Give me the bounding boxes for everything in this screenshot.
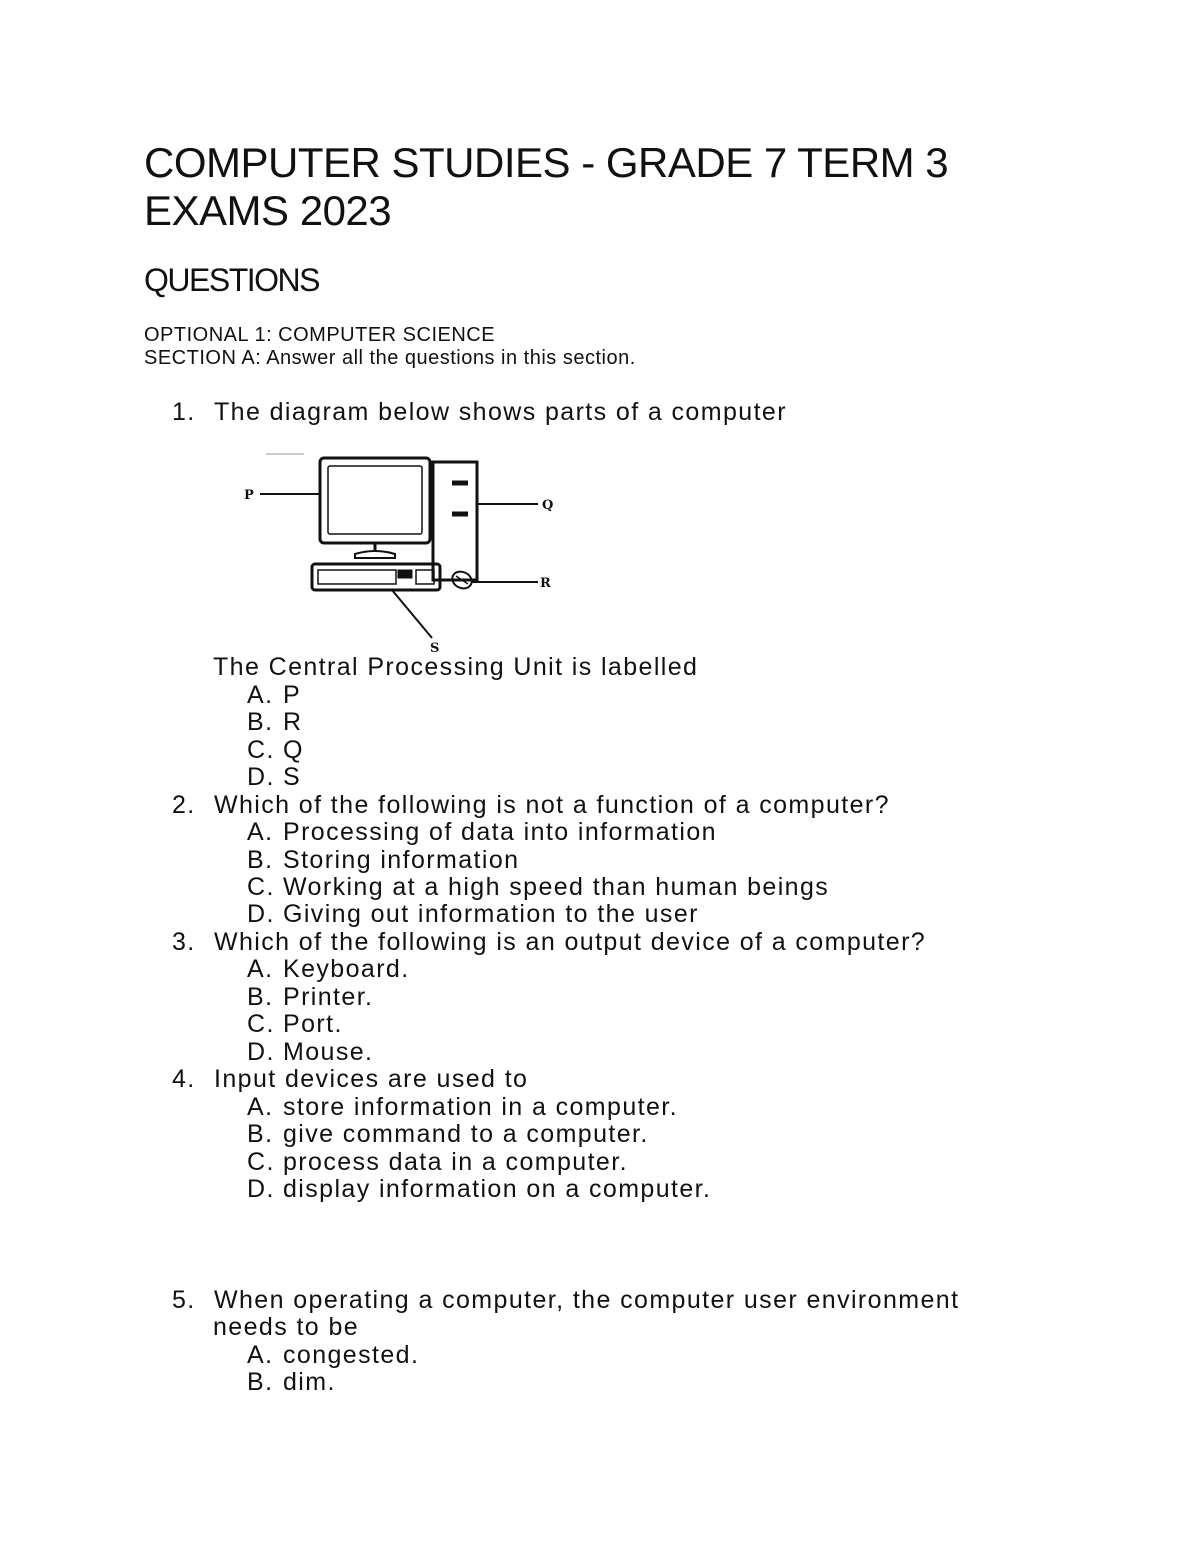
computer-parts-diagram — [240, 448, 570, 658]
option-text: display information on a computer. — [283, 1175, 712, 1203]
option-text: R — [283, 708, 303, 736]
option-letter: A. — [247, 955, 274, 983]
option — [247, 900, 699, 929]
option — [247, 846, 519, 875]
option — [247, 1038, 373, 1067]
question-2 — [172, 791, 890, 820]
keyboard-icon — [312, 564, 440, 590]
option — [247, 1175, 711, 1204]
section-instruction: SECTION A: Answer all the questions in this section. — [144, 347, 636, 369]
question-3 — [172, 928, 926, 957]
question-number: 5. — [172, 1286, 196, 1314]
option-letter: A. — [247, 681, 274, 709]
optional-label: OPTIONAL 1: COMPUTER SCIENCE — [144, 324, 496, 346]
page-title-line1: COMPUTER STUDIES - GRADE 7 TERM 3 — [144, 139, 949, 186]
label-q: Q — [542, 498, 554, 513]
option-letter: B. — [247, 1120, 274, 1148]
option-letter: B. — [247, 1368, 274, 1396]
option-text: Mouse. — [283, 1038, 374, 1066]
option-text: Working at a high speed than human beings — [283, 873, 830, 901]
option-text: store information in a computer. — [283, 1093, 678, 1121]
question-5-text-line2: needs to be — [213, 1313, 360, 1341]
question-text: When operating a computer, the computer user environment — [214, 1286, 960, 1314]
option-text: give command to a computer. — [283, 1120, 649, 1148]
question-text: Which of the following is an output device of a computer? — [214, 928, 927, 956]
option-text: process data in a computer. — [283, 1148, 628, 1176]
monitor-icon — [320, 458, 430, 543]
option — [247, 1120, 649, 1149]
option — [247, 763, 301, 792]
option-letter: D. — [247, 1175, 275, 1203]
question-number: 3. — [172, 928, 196, 956]
option — [247, 736, 304, 765]
option-text: Port. — [283, 1010, 343, 1038]
option-letter: D. — [247, 1038, 275, 1066]
option-letter: B. — [247, 708, 274, 736]
option — [247, 983, 373, 1012]
option-letter: D. — [247, 900, 275, 928]
question-number: 2. — [172, 791, 196, 819]
option — [247, 681, 301, 710]
option-text: dim. — [283, 1368, 336, 1396]
question-5 — [172, 1286, 959, 1315]
option — [247, 818, 717, 847]
option — [247, 1093, 678, 1122]
question-number: 1. — [172, 398, 196, 426]
option-text: S — [283, 763, 302, 791]
question-4 — [172, 1065, 528, 1094]
option-text: Giving out information to the user — [283, 900, 699, 928]
option-text: Processing of data into information — [283, 818, 717, 846]
option-text: P — [283, 681, 302, 709]
option-letter: C. — [247, 873, 275, 901]
option — [247, 1341, 419, 1370]
option-text: Printer. — [283, 983, 374, 1011]
option-text: Keyboard. — [283, 955, 410, 983]
page-title-line2: EXAMS 2023 — [144, 187, 392, 234]
option — [247, 873, 829, 902]
option — [247, 1010, 343, 1039]
option-letter: C. — [247, 1148, 275, 1176]
question-1-prompt: The Central Processing Unit is labelled — [213, 653, 699, 681]
question-1 — [172, 398, 787, 427]
option-letter: D. — [247, 763, 275, 791]
label-s: S — [430, 641, 440, 656]
option-text: congested. — [283, 1341, 420, 1369]
question-text: Input devices are used to — [214, 1065, 529, 1093]
option-letter: C. — [247, 1010, 275, 1038]
option-letter: A. — [247, 818, 274, 846]
option-letter: A. — [247, 1341, 274, 1369]
questions-heading: QUESTIONS — [144, 262, 319, 298]
option — [247, 955, 410, 984]
option — [247, 1148, 628, 1177]
question-number: 4. — [172, 1065, 196, 1093]
option — [247, 1368, 336, 1397]
label-p: P — [244, 488, 254, 503]
option-letter: C. — [247, 736, 275, 764]
option-letter: B. — [247, 983, 274, 1011]
system-unit-icon — [433, 462, 477, 580]
option — [247, 708, 302, 737]
question-text: The diagram below shows parts of a computer — [214, 398, 787, 426]
option-text: Q — [283, 736, 304, 764]
question-text: Which of the following is not a function of a computer? — [214, 791, 890, 819]
option-text: Storing information — [283, 846, 520, 874]
option-letter: B. — [247, 846, 274, 874]
label-r: R — [540, 576, 551, 591]
option-letter: A. — [247, 1093, 274, 1121]
